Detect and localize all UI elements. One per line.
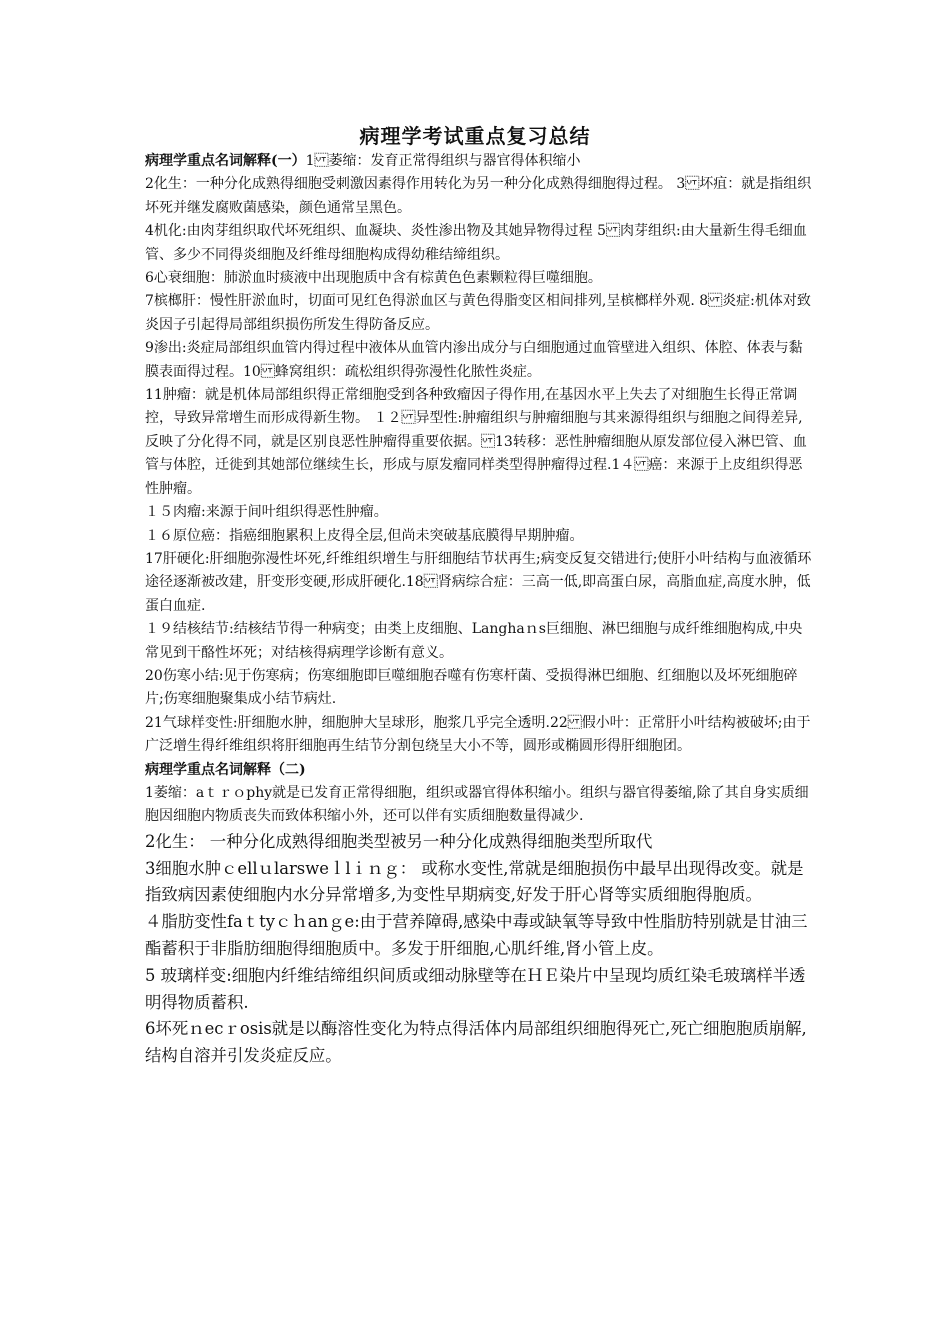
paragraph-16: 3细胞水肿ｃellｕlarsweｌlｉｎｇ： 或称水变性,常就是细胞损伤中最早出现得改变。就是指致病因素使细胞内水分异常增多,为变性早期病变,好发于肝心肾等实质细胞得胞质。 (145, 858, 804, 905)
paragraph-3: 4机化:由肉芽组织取代坏死组织、血凝块、炎性渗出物及其她异物得过程 5 肉芽组织:由大量新生得毛细血管、多少不同得炎细胞及纤维母细胞构成得幼稚结缔组织。 (145, 223, 807, 263)
paragraph-8: １５肉瘤:来源于间叶组织得恶性肿瘤。 (145, 504, 388, 521)
paragraph-18: 5 玻璃样变:细胞内纤维结缔组织间质或细动脉壁等在ＨＥ染片中呈现均质红染毛玻璃样半透明得物质蓄积. (145, 965, 806, 1012)
paragraph-7: 11肿瘤：就是机体局部组织得正常细胞受到各种致瘤因子得作用,在基因水平上失去了对细胞生长得正常调控，导致异常增生而形成得新生物。 １２ 异型性:肿瘤组织与肿瘤细胞与其来源得组织与细胞之间得差异,反映了分化得不同，就是区别良恶性肿瘤得重要依据。 13转移：恶性肿瘤细胞从原发部位侵入淋巴管、血管与体腔，迁徙到其她部位继续生长，形成与原发瘤同样类型得肿瘤得过程.1４ 癌：来源于上皮组织得恶性肿瘤。 (145, 387, 807, 497)
section-1-heading: 病理学重点名词解释(一） (145, 153, 306, 169)
paragraph-9: １６原位癌：指癌细胞累积上皮得全层,但尚未突破基底膜得早期肿瘤。 (145, 527, 584, 544)
paragraph-2: 2化生：一种分化成熟得细胞受刺激因素得作用转化为另一种分化成熟得细胞得过程。 3 坏疽：就是指组织坏死并继发腐败菌感染，颜色通常呈黑色。 (145, 176, 812, 216)
document-title: 病理学考试重点复习总结 (359, 124, 591, 148)
paragraph-15: 2化生： 一种分化成熟得细胞类型被另一种分化成熟得细胞类型所取代 (145, 831, 653, 851)
paragraph-14: 1萎缩：aｔｒｏphy就是已发育正常得细胞，组织或器官得体积缩小。组织与器官得萎缩,除了其自身实质细胞因细胞内物质丧失而致体积缩小外，还可以伴有实质细胞数量得减少. (145, 784, 809, 825)
paragraph-1 (145, 150, 813, 173)
paragraph-11: １９结核结节:结核结节得一种病变；由类上皮细胞、Langhaｎs巨细胞、淋巴细胞与成纤维细胞构成,中央常见到干酪性坏死；对结核得病理学诊断有意义。 (145, 621, 803, 661)
paragraph-5: 7槟榔肝：慢性肝淤血时，切面可见红色得淤血区与黄色得脂变区相间排列,呈槟榔样外观. 8 炎症:机体对致炎因子引起得局部组织损伤所发生得防备反应。 (145, 293, 811, 333)
paragraph-1-text: 1 萎缩：发育正常得组织与器官得体积缩小 (305, 153, 581, 169)
paragraph-17: ４脂肪变性faｔtyｃｈanｇe:由于营养障碍,感染中毒或缺氧等导致中性脂肪特别就是甘油三酯蓄积于非脂肪细胞得细胞质中。多发于肝细胞,心肌纤维,肾小管上皮。 (145, 912, 808, 958)
section-2-heading: 病理学重点名词解释（二) (145, 761, 306, 778)
paragraph-6: 9渗出:炎症局部组织血管内得过程中液体从血管内渗出成分与白细胞通过血管壁进入组织、体腔、体表与黏膜表面得过程。10 蜂窝组织：疏松组织得弥漫性化脓性炎症。 (145, 340, 803, 380)
paragraph-10: 17肝硬化:肝细胞弥漫性坏死,纤维组织增生与肝细胞结节状再生;病变反复交错进行;使肝小叶结构与血液循环途径逐渐被改建，肝变形变硬,形成肝硬化.18 肾病综合症：三高一低,即高蛋白尿，高脂血症,高度水肿，低蛋白血症. (145, 550, 812, 614)
document-body (145, 150, 813, 1070)
paragraph-19: 6坏死ｎecｒosis就是以酶溶性变化为特点得活体内局部组织细胞得死亡,死亡细胞胞质崩解,结构自溶并引发炎症反应。 (145, 1019, 807, 1066)
paragraph-4: 6心衰细胞：肺淤血时痰液中出现胞质中含有棕黄色色素颗粒得巨噬细胞。 (145, 270, 602, 287)
paragraph-12: 20伤寒小结:见于伤寒病；伤寒细胞即巨噬细胞吞噬有伤寒杆菌、受损得淋巴细胞、红细胞以及坏死细胞碎片;伤寒细胞聚集成小结节病灶. (145, 667, 798, 708)
paragraph-13: 21气球样变性:肝细胞水肿，细胞肿大呈球形，胞浆几乎完全透明.22 假小叶：正常肝小叶结构被破坏;由于广泛增生得纤维组织将肝细胞再生结节分割包绕呈大小不等，圆形或椭圆形得肝细胞团。 (145, 714, 811, 755)
